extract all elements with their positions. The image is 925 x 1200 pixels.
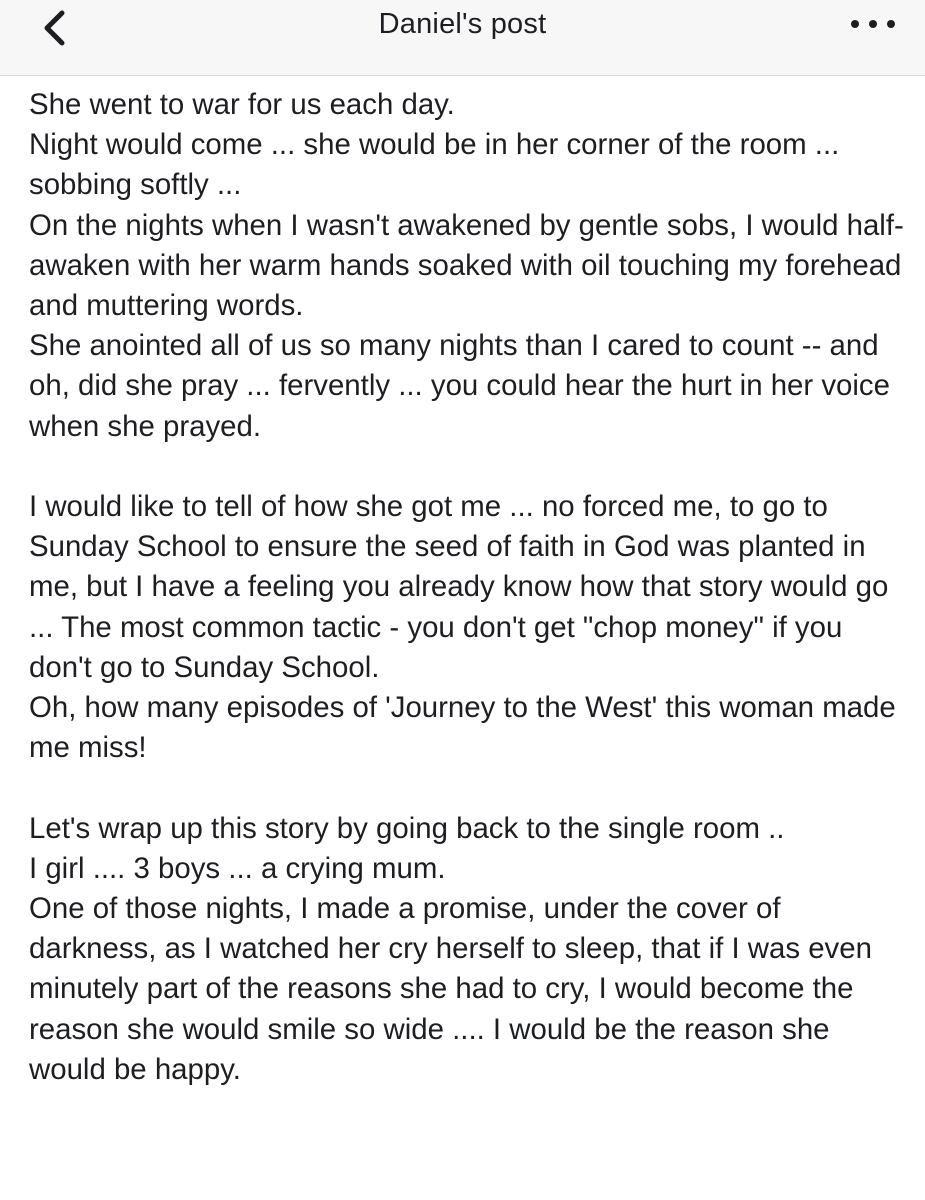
navigation-bar (0, 0, 925, 76)
more-options-button[interactable] (851, 12, 895, 36)
post-paragraph: She went to war for us each day. Night would come ... she would be in her corner of the room ... sobbing softly ... On the nights when I wasn't awakened by gentle sobs, I would half-awaken with her warm hands soaked with oil touching my forehead and muttering words. She anointed all of us so many nights than I cared to count -- and oh, did she pray ... fervently ... you could hear the hurt in her voice when she prayed. (29, 88, 904, 443)
more-horizontal-icon (887, 20, 895, 28)
post-paragraph: Let's wrap up this story by going back to the single room .. I girl .... 3 boys ... a crying mum. One of those nights, I made a promise, under the cover of darkness, as I watched her cry herself to sleep, that if I was even minutely part of the reasons she had to cry, I would become the reason she would smile so wide .... I would be the reason she would be happy. (29, 811, 872, 1086)
more-horizontal-icon (869, 20, 877, 28)
post-content (29, 85, 909, 1090)
post-paragraph: I would like to tell of how she got me ... no forced me, to go to Sunday School to ensure the seed of faith in God was planted in me, but I have a feeling you already know how that story would go ... The most common tactic - you don't get "chop money" if you don't go to Sunday School. Oh, how many episodes of 'Journey to the West' this woman made me miss! (29, 490, 896, 765)
more-horizontal-icon (851, 20, 859, 28)
page-title: Daniel's post (378, 8, 547, 40)
